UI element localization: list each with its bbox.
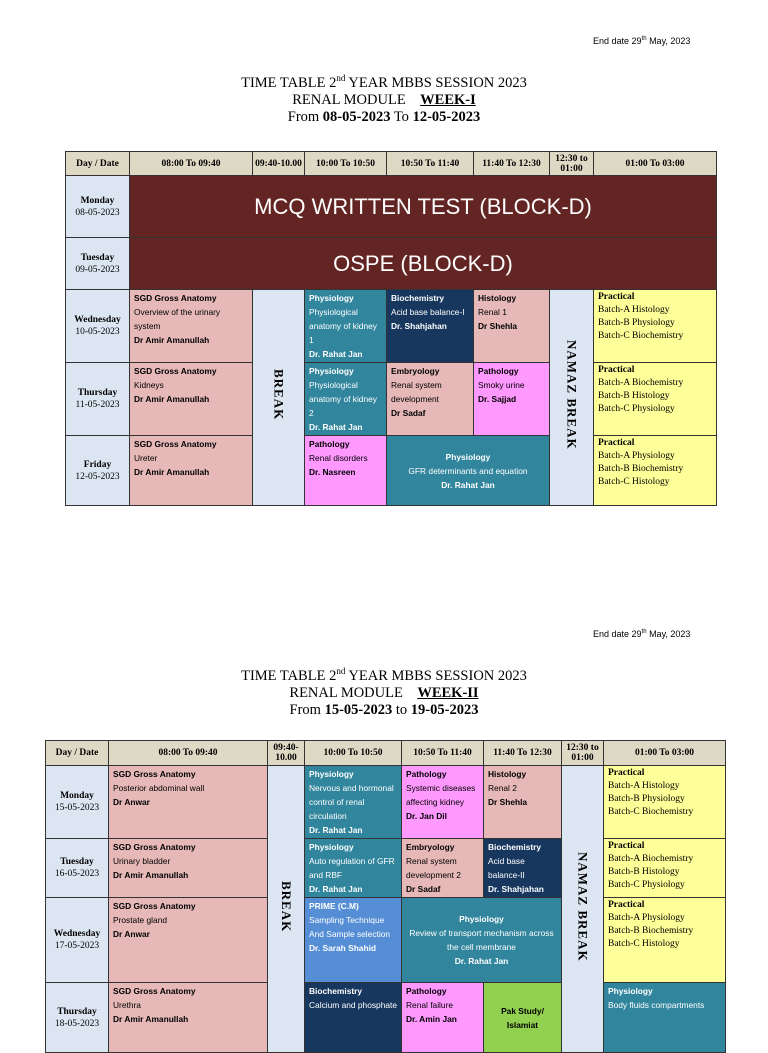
end-date: End date 29th May, 2023 bbox=[593, 629, 691, 639]
header-cell: 11:40 To 12:30 bbox=[484, 741, 562, 766]
class-cell: Embryology Renal system development 2 Dr Sadaf bbox=[402, 839, 484, 898]
header-row bbox=[46, 741, 726, 766]
class-cell: Physiology Body fluids compartments bbox=[604, 983, 726, 1053]
table-row bbox=[46, 839, 726, 898]
break-column: BREAK bbox=[253, 290, 305, 506]
table-row bbox=[66, 363, 717, 436]
class-cell: SGD Gross Anatomy Ureter Dr Amir Amanullah bbox=[130, 436, 253, 506]
class-cell: Physiology Review of transport mechanism across the cell membrane Dr. Rahat Jan bbox=[402, 898, 562, 983]
table-row bbox=[46, 766, 726, 839]
title-line-2: RENAL MODULE WEEK-I bbox=[292, 91, 476, 108]
class-cell: Biochemistry Calcium and phosphate bbox=[305, 983, 402, 1053]
title-line-3: From 08-05-2023 To 12-05-2023 bbox=[287, 108, 481, 125]
title-line-1: TIME TABLE 2nd YEAR MBBS SESSION 2023 bbox=[241, 666, 527, 684]
class-cell: Histology Renal 2 Dr Shehla bbox=[484, 766, 562, 839]
header-cell: 12:30 to 01:00 bbox=[550, 152, 594, 176]
class-cell: Biochemistry Acid base balance-I Dr. Shahjahan bbox=[387, 290, 474, 363]
class-cell: Physiology Nervous and hormonal control of renal circulation Dr. Rahat Jan bbox=[305, 766, 402, 839]
title-line-3: From 15-05-2023 to 19-05-2023 bbox=[289, 701, 479, 718]
practical-cell: Practical Batch-A Physiology Batch-B Biochemistry Batch-C Histology bbox=[594, 436, 717, 506]
header-cell: 10:00 To 10:50 bbox=[305, 152, 387, 176]
practical-cell: Practical Batch-A Histology Batch-B Physiology Batch-C Biochemistry bbox=[594, 290, 717, 363]
page-title bbox=[0, 70, 768, 126]
class-cell: Physiology Auto regulation of GFR and RBF Dr. Rahat Jan bbox=[305, 839, 402, 898]
practical-cell: Practical Batch-A Biochemistry Batch-B Histology Batch-C Physiology bbox=[604, 839, 726, 898]
class-cell: Pathology Smoky urine Dr. Sajjad bbox=[474, 363, 550, 436]
class-cell: Pathology Renal disorders Dr. Nasreen bbox=[305, 436, 387, 506]
class-cell: Physiology Physiological anatomy of kidney 1 Dr. Rahat Jan bbox=[305, 290, 387, 363]
practical-cell: Practical Batch-A Biochemistry Batch-B Histology Batch-C Physiology bbox=[594, 363, 717, 436]
class-cell: SGD Gross Anatomy Posterior abdominal wall Dr Anwar bbox=[109, 766, 268, 839]
class-cell: Physiology Physiological anatomy of kidney 2 Dr. Rahat Jan bbox=[305, 363, 387, 436]
class-cell: SGD Gross Anatomy Urinary bladder Dr Amir Amanullah bbox=[109, 839, 268, 898]
class-cell: PRIME (C.M) Sampling Technique And Sample selection Dr. Sarah Shahid bbox=[305, 898, 402, 983]
header-cell: 10:50 To 11:40 bbox=[387, 152, 474, 176]
day-cell: Tuesday 16-05-2023 bbox=[46, 839, 109, 898]
end-date: End date 29th May, 2023 bbox=[593, 36, 691, 46]
day-cell: Monday 08-05-2023 bbox=[66, 176, 130, 238]
header-cell: 10:50 To 11:40 bbox=[402, 741, 484, 766]
header-cell: 10:00 To 10:50 bbox=[305, 741, 402, 766]
class-cell: Pathology Systemic diseases affecting kidney Dr. Jan Dil bbox=[402, 766, 484, 839]
class-cell: SGD Gross Anatomy Kidneys Dr Amir Amanullah bbox=[130, 363, 253, 436]
header-cell: 09:40-10.00 bbox=[268, 741, 305, 766]
title-line-1: TIME TABLE 2nd YEAR MBBS SESSION 2023 bbox=[241, 73, 527, 91]
day-cell: Wednesday 10-05-2023 bbox=[66, 290, 130, 363]
break-column: BREAK bbox=[268, 766, 305, 1053]
header-cell: Day / Date bbox=[66, 152, 130, 176]
table-row bbox=[46, 983, 726, 1053]
header-cell: 01:00 To 03:00 bbox=[594, 152, 717, 176]
class-cell: Embryology Renal system development Dr Sadaf bbox=[387, 363, 474, 436]
namaz-break-column: NAMAZ BREAK bbox=[550, 290, 594, 506]
class-cell: Pathology Renal failure Dr. Amin Jan bbox=[402, 983, 484, 1053]
class-cell: Histology Renal 1 Dr Shehla bbox=[474, 290, 550, 363]
class-cell: SGD Gross Anatomy Overview of the urinary system Dr Amir Amanullah bbox=[130, 290, 253, 363]
day-cell: Thursday 18-05-2023 bbox=[46, 983, 109, 1053]
header-cell: 12:30 to 01:00 bbox=[562, 741, 604, 766]
table-row bbox=[66, 238, 717, 290]
exam-banner: MCQ WRITTEN TEST (BLOCK-D) bbox=[130, 176, 717, 238]
class-cell: SGD Gross Anatomy Prostate gland Dr Anwar bbox=[109, 898, 268, 983]
header-cell: 11:40 To 12:30 bbox=[474, 152, 550, 176]
timetable-week-1 bbox=[65, 151, 717, 506]
class-cell: Pak Study/ Islamiat bbox=[484, 983, 562, 1053]
table-row bbox=[66, 176, 717, 238]
class-cell: Biochemistry Acid base balance-II Dr. Shahjahan bbox=[484, 839, 562, 898]
exam-banner: OSPE (BLOCK-D) bbox=[130, 238, 717, 290]
header-row bbox=[66, 152, 717, 176]
day-cell: Tuesday 09-05-2023 bbox=[66, 238, 130, 290]
header-cell: 01:00 To 03:00 bbox=[604, 741, 726, 766]
title-line-2: RENAL MODULE WEEK-II bbox=[289, 684, 479, 701]
timetable-week-2 bbox=[45, 740, 726, 1053]
class-cell: SGD Gross Anatomy Urethra Dr Amir Amanullah bbox=[109, 983, 268, 1053]
table-row bbox=[46, 898, 726, 983]
day-cell: Thursday 11-05-2023 bbox=[66, 363, 130, 436]
header-cell: Day / Date bbox=[46, 741, 109, 766]
day-cell: Friday 12-05-2023 bbox=[66, 436, 130, 506]
practical-cell: Practical Batch-A Histology Batch-B Physiology Batch-C Biochemistry bbox=[604, 766, 726, 839]
practical-cell: Practical Batch-A Physiology Batch-B Biochemistry Batch-C Histology bbox=[604, 898, 726, 983]
page-title bbox=[0, 663, 768, 719]
class-cell: Physiology GFR determinants and equation Dr. Rahat Jan bbox=[387, 436, 550, 506]
header-cell: 08:00 To 09:40 bbox=[130, 152, 253, 176]
table-row bbox=[66, 290, 717, 363]
day-cell: Wednesday 17-05-2023 bbox=[46, 898, 109, 983]
day-cell: Monday 15-05-2023 bbox=[46, 766, 109, 839]
namaz-break-column: NAMAZ BREAK bbox=[562, 766, 604, 1053]
header-cell: 09:40-10.00 bbox=[253, 152, 305, 176]
table-row bbox=[66, 436, 717, 506]
header-cell: 08:00 To 09:40 bbox=[109, 741, 268, 766]
